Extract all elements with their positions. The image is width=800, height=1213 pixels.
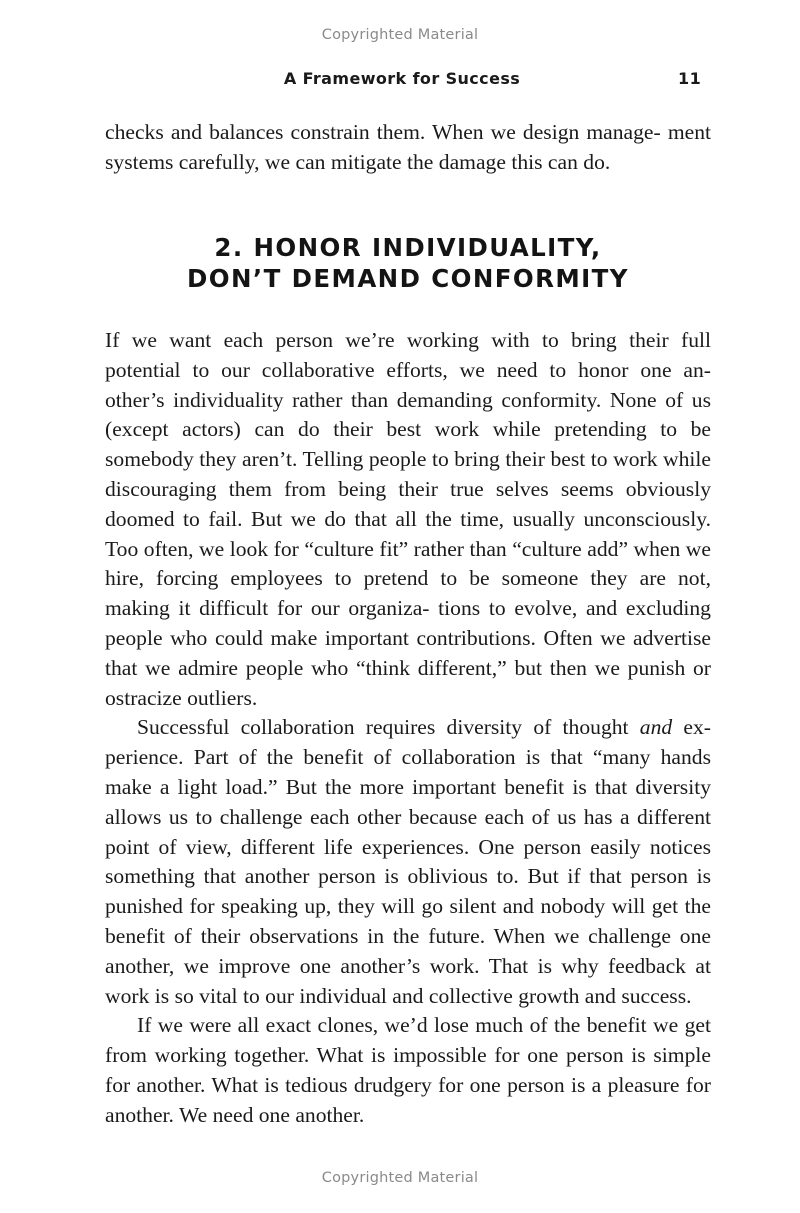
text-line: usually unconsciously. Too often, we look for “culture fit” rather xyxy=(105,506,711,561)
text-line: to work while discouraging them from being their true selves xyxy=(105,447,711,501)
text-run: Successful collaboration requires diversity of thought xyxy=(137,715,640,740)
text-run: ex- xyxy=(672,715,711,740)
section-heading xyxy=(0,232,800,294)
continuation-paragraph xyxy=(105,118,711,178)
body-paragraph-3 xyxy=(105,1011,711,1130)
section-body xyxy=(105,326,711,1131)
text-line: seems obviously doomed to fail. But we do that all the time, xyxy=(105,476,711,531)
text-line: punished for speaking up, they will go silent and nobody will get the xyxy=(105,894,711,919)
text-line: of us (except actors) can do their best work while pretending xyxy=(105,387,712,442)
copyright-watermark-top: Copyrighted Material xyxy=(321,27,479,43)
text-line: get from working together. What is impossible for one person is xyxy=(105,1013,711,1068)
text-line: allows us to challenge each other because each of us has a different xyxy=(105,804,711,829)
text-line: another, we improve one another’s work. That is why feedback at xyxy=(105,953,711,978)
copyright-watermark-bottom: Copyrighted Material xyxy=(321,1170,479,1186)
text-line: potential to our collaborative efforts, we need to honor one an- xyxy=(105,357,711,382)
text-line: something that another person is oblivious to. But if that person is xyxy=(105,864,711,889)
text-line: make a light load.” But the more important benefit is that diversity xyxy=(105,774,711,799)
emphasis-text: and xyxy=(639,715,673,740)
text-line: work is so vital to our individual and collective growth and success. xyxy=(105,983,692,1008)
running-head xyxy=(0,69,800,91)
text-line: perience. Part of the benefit of collaboration is that “many hands xyxy=(105,745,711,770)
section-heading-line-2: DON’T DEMAND CONFORMITY xyxy=(187,264,629,293)
text-line: simple for another. What is tedious drudgery for one person is a xyxy=(105,1043,711,1097)
text-line: pleasure for another. We need one another. xyxy=(105,1072,711,1127)
text-line: ment systems carefully, we can mitigate the damage this can do. xyxy=(105,120,711,174)
text-line: point of view, different life experiences. One person easily notices xyxy=(105,834,711,859)
text-line: If we want each person we’re working with to bring their full xyxy=(105,328,711,352)
text-line: tions to evolve, and excluding people who could make important xyxy=(105,596,711,650)
body-paragraph-2 xyxy=(105,713,711,1011)
section-heading-line-1: 2. HONOR INDIVIDUALITY, xyxy=(214,233,602,262)
text-line: If we were all exact clones, we’d lose much of the benefit we xyxy=(137,1013,679,1038)
text-line: checks and balances constrain them. When we design manage- xyxy=(105,120,661,144)
text-line: than “culture add” when we hire, forcing employees to pretend xyxy=(105,536,711,591)
continuation-text xyxy=(105,118,711,178)
page-number: 11 xyxy=(678,69,702,88)
text-line: to be someone they are not, making it difficult for our organiza- xyxy=(105,566,711,621)
text-line: other’s individuality rather than demanding conformity. None xyxy=(105,387,657,412)
text-line: contributions. Often we advertise that we admire people who xyxy=(105,625,711,680)
text-line: to be somebody they aren’t. Telling people to bring their best xyxy=(105,417,711,472)
body-paragraph-1 xyxy=(105,326,711,713)
text-line: benefit of their observations in the future. When we challenge one xyxy=(105,923,711,948)
text-line: “think different,” but then we punish or ostracize outliers. xyxy=(105,655,711,710)
running-head-title: A Framework for Success xyxy=(283,69,521,88)
